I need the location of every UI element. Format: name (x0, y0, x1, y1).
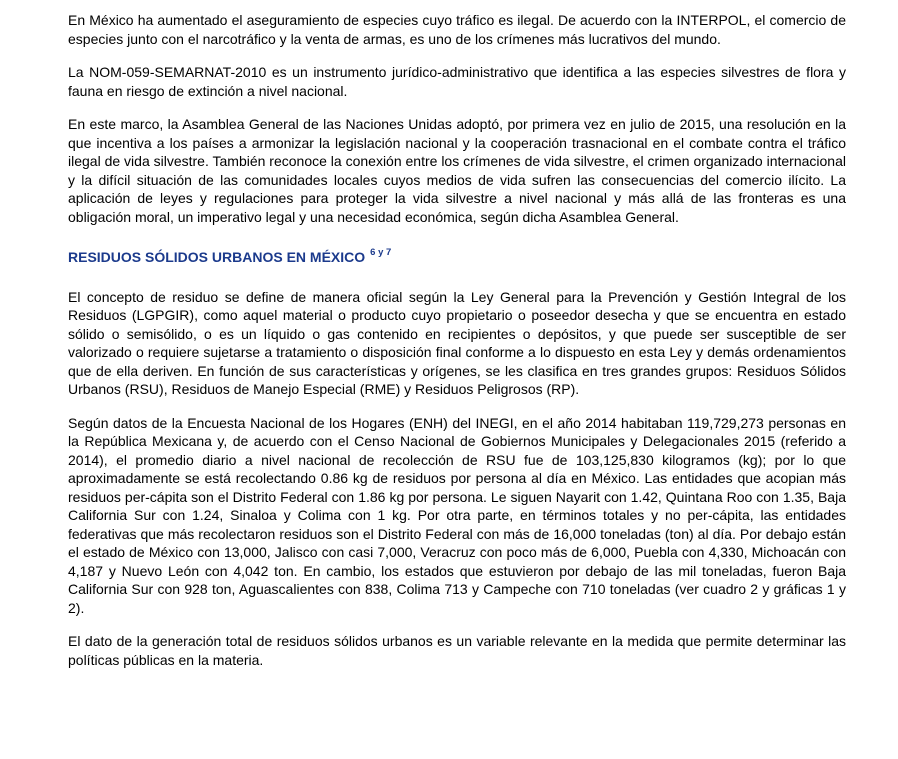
paragraph-especies-trafico-ilegal: En México ha aumentado el aseguramiento de especies cuyo tráfico es ilegal. De acuerdo con la INTERPOL, el comercio de especies junto con el narcotráfico y la venta de armas, es uno de los crímenes más lucrativos del mundo. (68, 12, 846, 47)
paragraph-asamblea-naciones-unidas: En este marco, la Asamblea General de las Naciones Unidas adoptó, por primera vez en julio de 2015, una resolución en la que incentiva a los países a armonizar la legislación nacional y la cooperación trasnacional en el combate contra el tráfico ilegal de vida silvestre. También reconoce la conexión entre los crímenes de vida silvestre, el crimen organizado internacional y la difícil situación de las comunidades locales cuyos medios de vida sufren las consecuencias del comercio ilícito. La aplicación de leyes y regulaciones para proteger la vida silvestre a nivel nacional y más allá de las fronteras es una obligación moral, un imperativo legal y una necesidad económica, según dicha Asamblea General. (68, 116, 846, 225)
section-heading-residuos-solidos (68, 248, 846, 267)
paragraph-datos-enh-inegi: Según datos de la Encuesta Nacional de los Hogares (ENH) del INEGI, en el año 2014 habitaban 119,729,273 personas en la República Mexicana y, de acuerdo con el Censo Nacional de Gobiernos Municipales y Delegacionales 2015 (referido a 2014), el promedio diario a nivel nacional de recolección de RSU fue de 103,125,830 kilogramos (kg); por lo que aproximadamente se está recolectando 0.86 kg de residuos por persona al día en México. Las entidades que acopian más residuos per-cápita son el Distrito Federal con 1.86 kg por persona. Le siguen Nayarit con 1.42, Quintana Roo con 1.35, Baja California Sur con 1.24, Sinaloa y Colima con 1 kg. Por otra parte, en términos totales y no per-cápita, las entidades federativas que más recolectaron residuos son el Distrito Federal con más de 16,000 toneladas (ton) al día. Por debajo están el estado de México con 13,000, Jalisco con casi 7,000, Veracruz con poco más de 6,000, Puebla con 4,330, Michoacán con 4,187 y Nuevo León con 4,042 ton. En cambio, los estados que estuvieron por debajo de las mil toneladas, fueron Baja California Sur con 928 ton, Aguascalientes con 838, Colima 713 y Campeche con 710 toneladas (ver cuadro 2 y gráficas 1 y 2). (68, 414, 846, 616)
paragraph-nom-059-semarnat: La NOM-059-SEMARNAT-2010 es un instrumento jurídico-administrativo que identifica a las especies silvestres de flora y fauna en riesgo de extinción a nivel nacional. (68, 64, 846, 99)
section-heading-text: RESIDUOS SÓLIDOS URBANOS EN MÉXICO (68, 249, 366, 265)
document-page (68, 11, 846, 669)
footnote-references: 6 y 7 (370, 247, 392, 259)
paragraph-generacion-total: El dato de la generación total de residuos sólidos urbanos es un variable relevante en la medida que permite determinar las políticas públicas en la materia. (68, 633, 846, 668)
paragraph-concepto-de-residuo: El concepto de residuo se define de manera oficial según la Ley General para la Prevención y Gestión Integral de los Residuos (LGPGIR), como aquel material o producto cuyo propietario o poseedor desecha y que se encuentra en estado sólido o semisólido, o es un líquido o gas contenido en recipientes o depósitos, y que puede ser susceptible de ser valorizado o requiere sujetarse a tratamiento o disposición final conforme a lo dispuesto en esta Ley y demás ordenamientos que de ella deriven. En función de sus características y orígenes, se les clasifica en tres grandes grupos: Residuos Sólidos Urbanos (RSU), Residuos de Manejo Especial (RME) y Residuos Peligrosos (RP). (68, 288, 846, 397)
